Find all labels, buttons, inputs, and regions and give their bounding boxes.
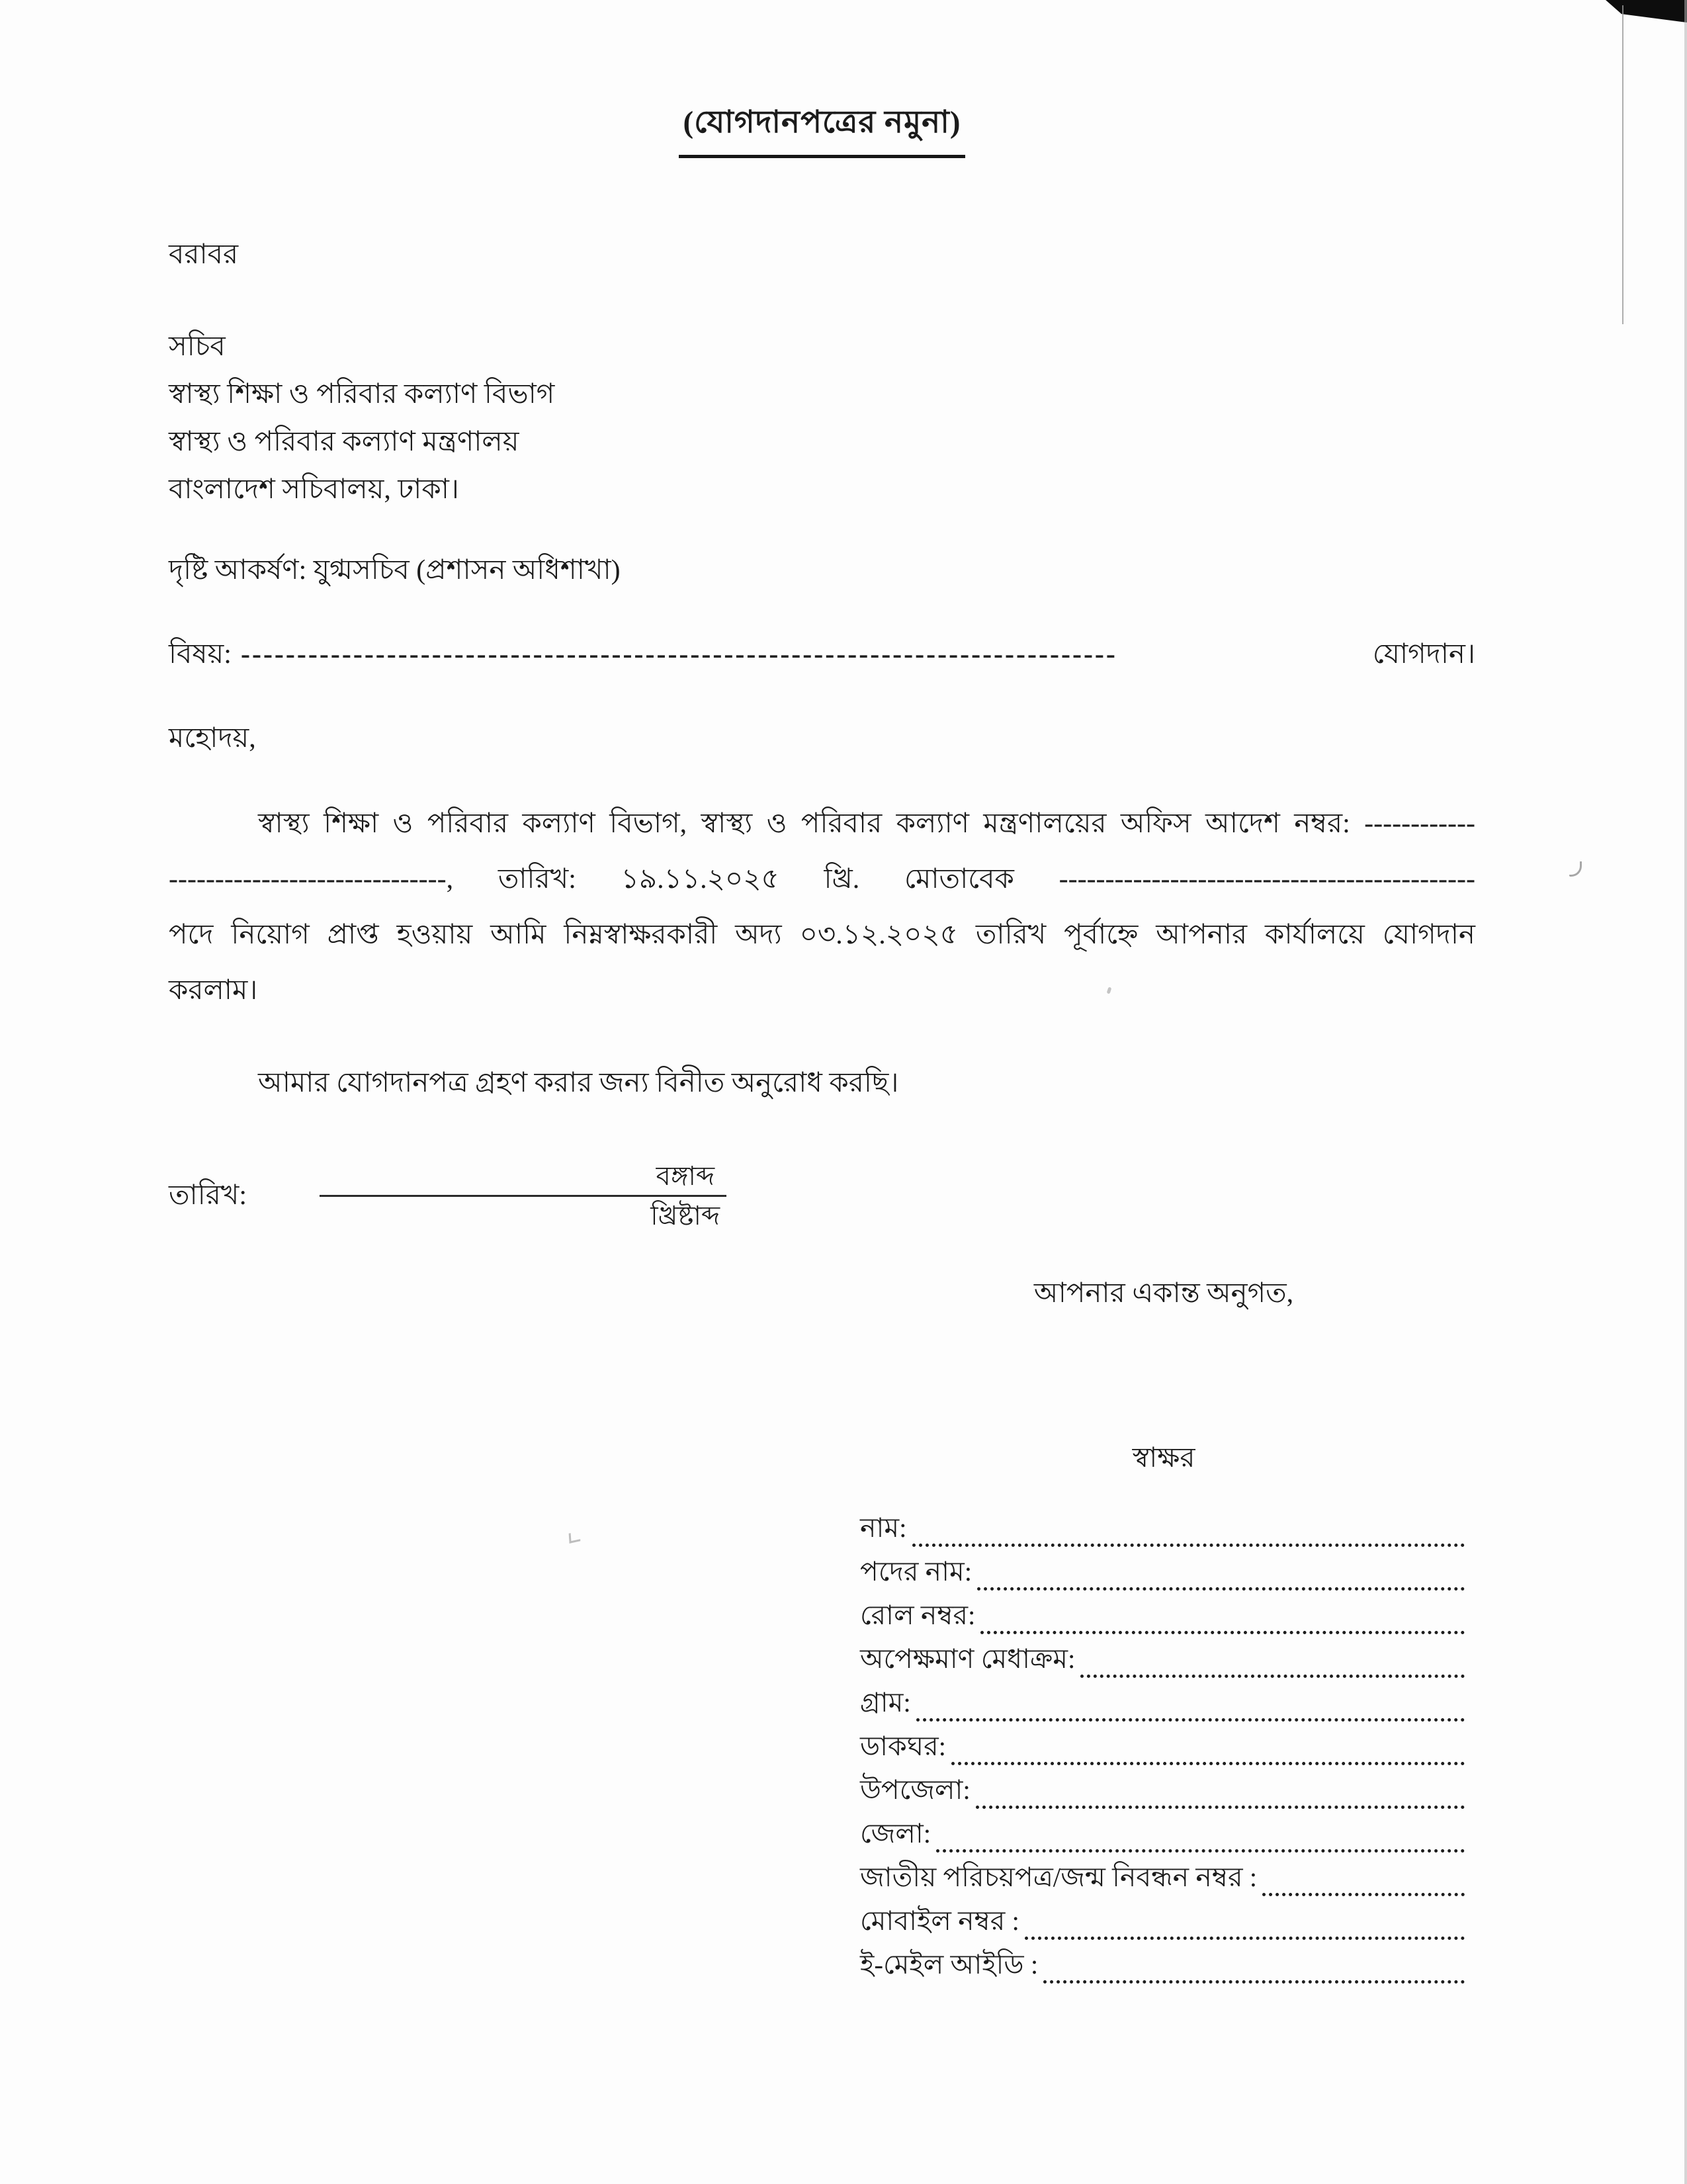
body-line: পদে নিয়োগ প্রাপ্ত হওয়ায় আমি নিম্নস্বাক্ষরকারী অদ্য ০৩.১২.২০২৫ তারিখ পূর্বাহ্নে আপনার কার্যালয়ে যোগদান xyxy=(169,920,1475,950)
body-line: স্বাস্থ্য শিক্ষা ও পরিবার কল্যাণ বিভাগ, স্বাস্থ্য ও পরিবার কল্যাণ মন্ত্রণালয়ের অফিস আদেশ নম্বর: ------------ xyxy=(258,808,1475,839)
field-label: উপজেলা: xyxy=(860,1774,971,1805)
recipient-line: স্বাস্থ্য শিক্ষা ও পরিবার কল্যাণ বিভাগ xyxy=(169,379,555,410)
letter-content xyxy=(169,0,1475,1989)
field-label: পদের নাম: xyxy=(860,1556,973,1587)
scan-artifact-pen-mark xyxy=(1569,861,1582,877)
subject-line xyxy=(169,632,1475,679)
field-blank-dots xyxy=(916,1718,1465,1722)
field-label: জাতীয় পরিচয়পত্র/জন্ম নিবন্ধন নম্বর : xyxy=(860,1862,1258,1892)
body-line: করলাম। xyxy=(169,975,258,1006)
recipient-line: সচিব xyxy=(169,331,226,362)
subject-label: বিষয়: xyxy=(169,639,232,670)
field-label: ডাকঘর: xyxy=(860,1731,947,1761)
field-label: রোল নম্বর: xyxy=(860,1600,976,1630)
subject-suffix: যোগদান। xyxy=(1372,639,1475,670)
page-title: (যোগদানপত্রের নমুনা) xyxy=(679,98,965,158)
recipient-to: বরাবর xyxy=(169,240,239,270)
field-blank-dots xyxy=(977,1587,1465,1591)
era-bangabda: বঙ্গাব্দ xyxy=(656,1161,715,1191)
scan-artifact-vertical-line xyxy=(1622,5,1623,324)
recipient-line: বাংলাদেশ সচিবালয়, ঢাকা। xyxy=(169,474,459,505)
era-stack xyxy=(320,1158,726,1235)
recipient-line: স্বাস্থ্য ও পরিবার কল্যাণ মন্ত্রণালয় xyxy=(169,427,519,457)
signature-heading: স্বাক্ষর xyxy=(1132,1443,1195,1473)
field-blank-dots xyxy=(976,1805,1465,1809)
title-wrap xyxy=(169,98,1475,158)
field-blank-dots xyxy=(936,1849,1465,1853)
field-blank-dots xyxy=(1043,1980,1465,1984)
date-label: তারিখ: xyxy=(169,1180,247,1211)
attention-line: দৃষ্টি আকর্ষণ: যুগ্মসচিব (প্রশাসন অধিশাখা) xyxy=(169,555,621,586)
field-blank-dots xyxy=(980,1630,1465,1634)
body-paragraph-2: আমার যোগদানপত্র গ্রহণ করার জন্য বিনীত অনুরোধ করছি। xyxy=(258,1068,899,1098)
era-khristabda: খ্রিষ্টাব্দ xyxy=(650,1201,720,1231)
scan-artifact-right-edge xyxy=(1684,0,1687,2184)
date-block xyxy=(169,1158,1475,1235)
signature-fields xyxy=(860,1509,1467,1989)
field-row-district xyxy=(860,1815,1467,1858)
field-blank-dots xyxy=(1262,1892,1465,1896)
field-label: মোবাইল নম্বর : xyxy=(860,1905,1019,1936)
salutation: মহোদয়, xyxy=(169,723,256,754)
field-row-village xyxy=(860,1684,1467,1727)
field-label: গ্রাম: xyxy=(860,1687,911,1718)
field-label: জেলা: xyxy=(860,1818,931,1849)
subject-blank: ------------------------------------------------------------------------------ xyxy=(240,639,1117,670)
field-row-nid-birth-reg xyxy=(860,1858,1467,1902)
scan-artifact-top-right xyxy=(1588,0,1687,22)
recipient-address xyxy=(169,323,1475,513)
field-label: ই-মেইল আইডি : xyxy=(860,1949,1039,1980)
field-row-post-office xyxy=(860,1727,1467,1771)
closing-line: আপনার একান্ত অনুগত, xyxy=(1033,1278,1294,1309)
field-row-roll-number xyxy=(860,1596,1467,1640)
signature-block xyxy=(860,1271,1467,1989)
field-blank-dots xyxy=(912,1543,1465,1547)
field-row-upazila xyxy=(860,1771,1467,1815)
field-row-waiting-merit xyxy=(860,1640,1467,1684)
field-blank-dots xyxy=(1080,1674,1465,1678)
field-row-email-id xyxy=(860,1946,1467,1989)
field-row-designation xyxy=(860,1553,1467,1596)
field-blank-dots xyxy=(951,1761,1465,1765)
field-blank-dots xyxy=(1025,1936,1465,1940)
field-row-mobile-number xyxy=(860,1902,1467,1946)
field-row-name xyxy=(860,1509,1467,1553)
body-line: ------------------------------, তারিখ: ১৯.১১.২০২৫ খ্রি. মোতাবেক --------------------------------------------- xyxy=(169,864,1475,895)
field-label: নাম: xyxy=(860,1512,907,1543)
field-label: অপেক্ষমাণ মেধাক্রম: xyxy=(860,1643,1076,1674)
body-paragraph-1 xyxy=(169,796,1475,1018)
